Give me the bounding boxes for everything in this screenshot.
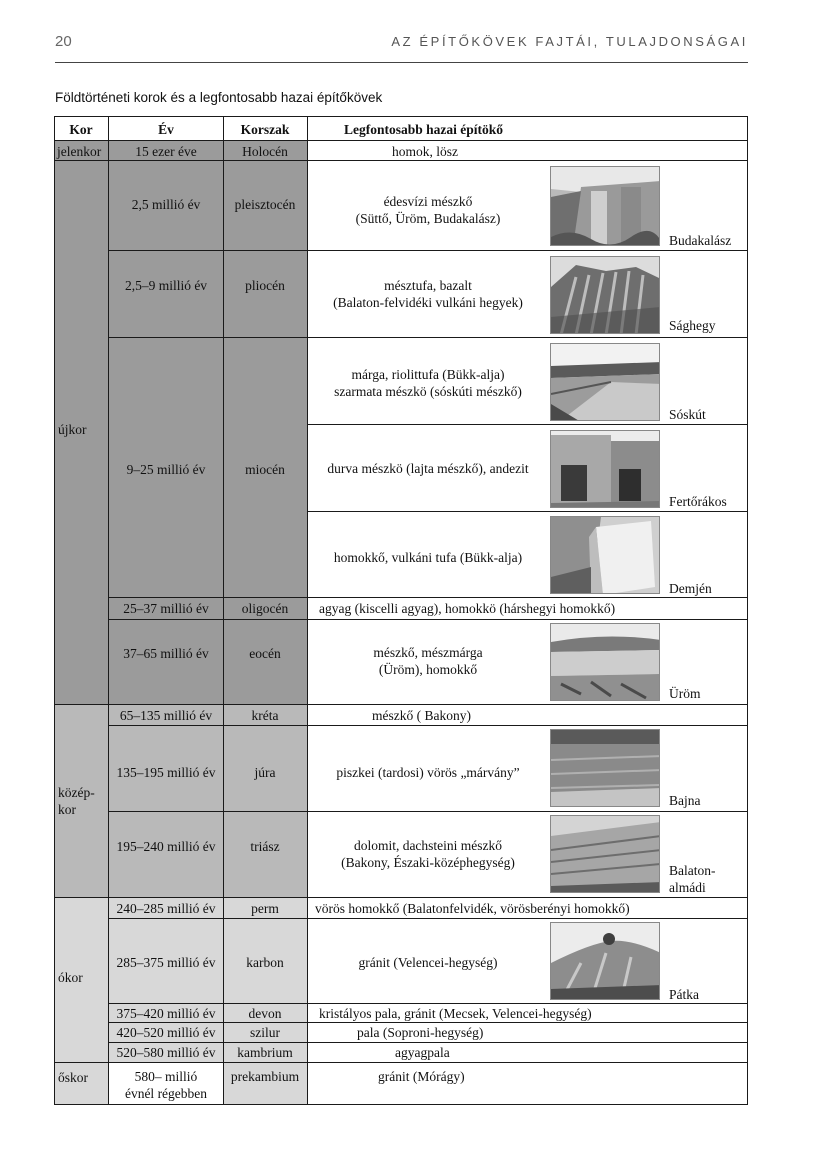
row-stone: agyagpala bbox=[395, 1045, 450, 1060]
row-year: 285–375 millió év bbox=[116, 955, 216, 970]
dolomite-cliff-photo bbox=[550, 815, 660, 893]
basalt-columns-photo bbox=[550, 256, 660, 334]
row-stone: kristályos pala, gránit (Mecsek, Velencei-hegység) bbox=[319, 1006, 592, 1021]
row-stone: durva mészkö (lajta mészkő), andezit bbox=[327, 461, 529, 476]
photo-location-label: Üröm bbox=[669, 686, 701, 701]
era-label-okor: ókor bbox=[58, 970, 83, 985]
granite-hill-photo bbox=[550, 922, 660, 1000]
row-stone: mészkő, mészmárga (Üröm), homokkő bbox=[373, 645, 483, 677]
row-year: 37–65 millió év bbox=[123, 646, 209, 661]
row-period: kréta bbox=[251, 708, 279, 723]
row-year: 195–240 millió év bbox=[116, 839, 216, 854]
row-period: pliocén bbox=[245, 278, 285, 293]
open-pit-photo bbox=[550, 623, 660, 701]
row-stone: gránit (Velencei-hegység) bbox=[358, 955, 498, 970]
photo-location-label: Pátka bbox=[669, 987, 699, 1002]
row-stone: édesvízi mészkő (Süttő, Üröm, Budakalász) bbox=[355, 194, 501, 226]
era-label-oskor: őskor bbox=[58, 1070, 88, 1085]
running-title: AZ ÉPÍTŐKÖVEK FAJTÁI, TULAJDONSÁGAI bbox=[391, 34, 748, 49]
row-stone: homokkő, vulkáni tufa (Bükk-alja) bbox=[333, 550, 523, 565]
row-year: 15 ezer éve bbox=[135, 144, 197, 159]
row-stone: dolomit, dachsteini mészkő (Bakony, Északi-középhegység) bbox=[341, 838, 515, 870]
quarry-pit-photo bbox=[550, 343, 660, 421]
row-stone: gránit (Mórágy) bbox=[378, 1069, 465, 1084]
col-header-kor: Kor bbox=[69, 122, 93, 137]
row-period: devon bbox=[248, 1006, 282, 1021]
row-period: oligocén bbox=[241, 601, 289, 616]
row-stone: homok, lösz bbox=[392, 144, 458, 159]
row-period: miocén bbox=[245, 462, 285, 477]
row-period: kambrium bbox=[237, 1045, 293, 1060]
photo-location-label: Demjén bbox=[669, 581, 712, 596]
row-period: prekambium bbox=[230, 1069, 300, 1084]
ujkor-years-bg bbox=[109, 161, 307, 704]
row-year: 135–195 millió év bbox=[116, 765, 216, 780]
row-stone: márga, riolittufa (Bükk-alja) szarmata mészkö (sóskúti mészkő) bbox=[334, 367, 522, 399]
row-year: 2,5 millió év bbox=[131, 197, 201, 212]
row-year: 520–580 millió év bbox=[116, 1045, 216, 1060]
era-label-jelenkor: jelenkor bbox=[57, 144, 102, 159]
row-stone: vörös homokkő (Balatonfelvidék, vörösberényi homokkő) bbox=[315, 901, 630, 916]
row-stone: mésztufa, bazalt (Balaton-felvidéki vulkáni hegyek) bbox=[333, 278, 523, 310]
row-year: 580– millió évnél régebben bbox=[124, 1069, 208, 1101]
row-stone: piszkei (tardosi) vörös „márvány” bbox=[336, 765, 520, 780]
photo-location-label: Bajna bbox=[669, 793, 701, 808]
table-caption: Földtörténeti korok és a legfontosabb hazai építőkövek bbox=[55, 90, 383, 105]
row-period: eocén bbox=[249, 646, 281, 661]
row-stone: agyag (kiscelli agyag), homokkö (hárshegyi homokkő) bbox=[319, 601, 616, 616]
row-year: 2,5–9 millió év bbox=[124, 278, 208, 293]
row-period: karbon bbox=[246, 955, 284, 970]
row-period: szilur bbox=[250, 1025, 280, 1040]
col-header-epitoko: Legfontosabb hazai építökő bbox=[344, 122, 504, 137]
tuff-block-photo bbox=[550, 516, 660, 594]
row-period: Holocén bbox=[242, 144, 288, 159]
row-year: 65–135 millió év bbox=[119, 708, 213, 723]
red-marble-quarry-photo bbox=[550, 729, 660, 807]
row-period: júra bbox=[254, 765, 276, 780]
row-stone: mészkő ( Bakony) bbox=[372, 708, 471, 723]
photo-location-label: Budakalász bbox=[669, 233, 732, 248]
page-number: 20 bbox=[55, 33, 72, 50]
row-period: pleisztocén bbox=[234, 197, 296, 212]
col-header-korszak: Korszak bbox=[240, 122, 290, 137]
col-header-ev: Év bbox=[158, 122, 174, 137]
kozepkor-years-bg bbox=[109, 704, 307, 897]
quarry-wall-photo bbox=[550, 166, 660, 246]
row-stone: pala (Soproni-hegység) bbox=[357, 1025, 484, 1040]
cave-quarry-photo bbox=[550, 430, 660, 508]
photo-location-label: Sóskút bbox=[669, 407, 706, 422]
row-year: 25–37 millió év bbox=[123, 601, 209, 616]
row-year: 375–420 millió év bbox=[116, 1006, 216, 1021]
photo-location-label: Sághegy bbox=[669, 318, 716, 333]
row-period: triász bbox=[250, 839, 280, 854]
row-year: 420–520 millió év bbox=[116, 1025, 216, 1040]
row-year: 240–285 millió év bbox=[116, 901, 216, 916]
photo-location-label: Balaton- almádi bbox=[669, 863, 716, 895]
era-label-ujkor: újkor bbox=[58, 422, 87, 437]
era-label-kozepkor: közép- kor bbox=[58, 785, 95, 817]
row-year: 9–25 millió év bbox=[126, 462, 206, 477]
photo-location-label: Fertőrákos bbox=[669, 494, 727, 509]
row-period: perm bbox=[251, 901, 279, 916]
